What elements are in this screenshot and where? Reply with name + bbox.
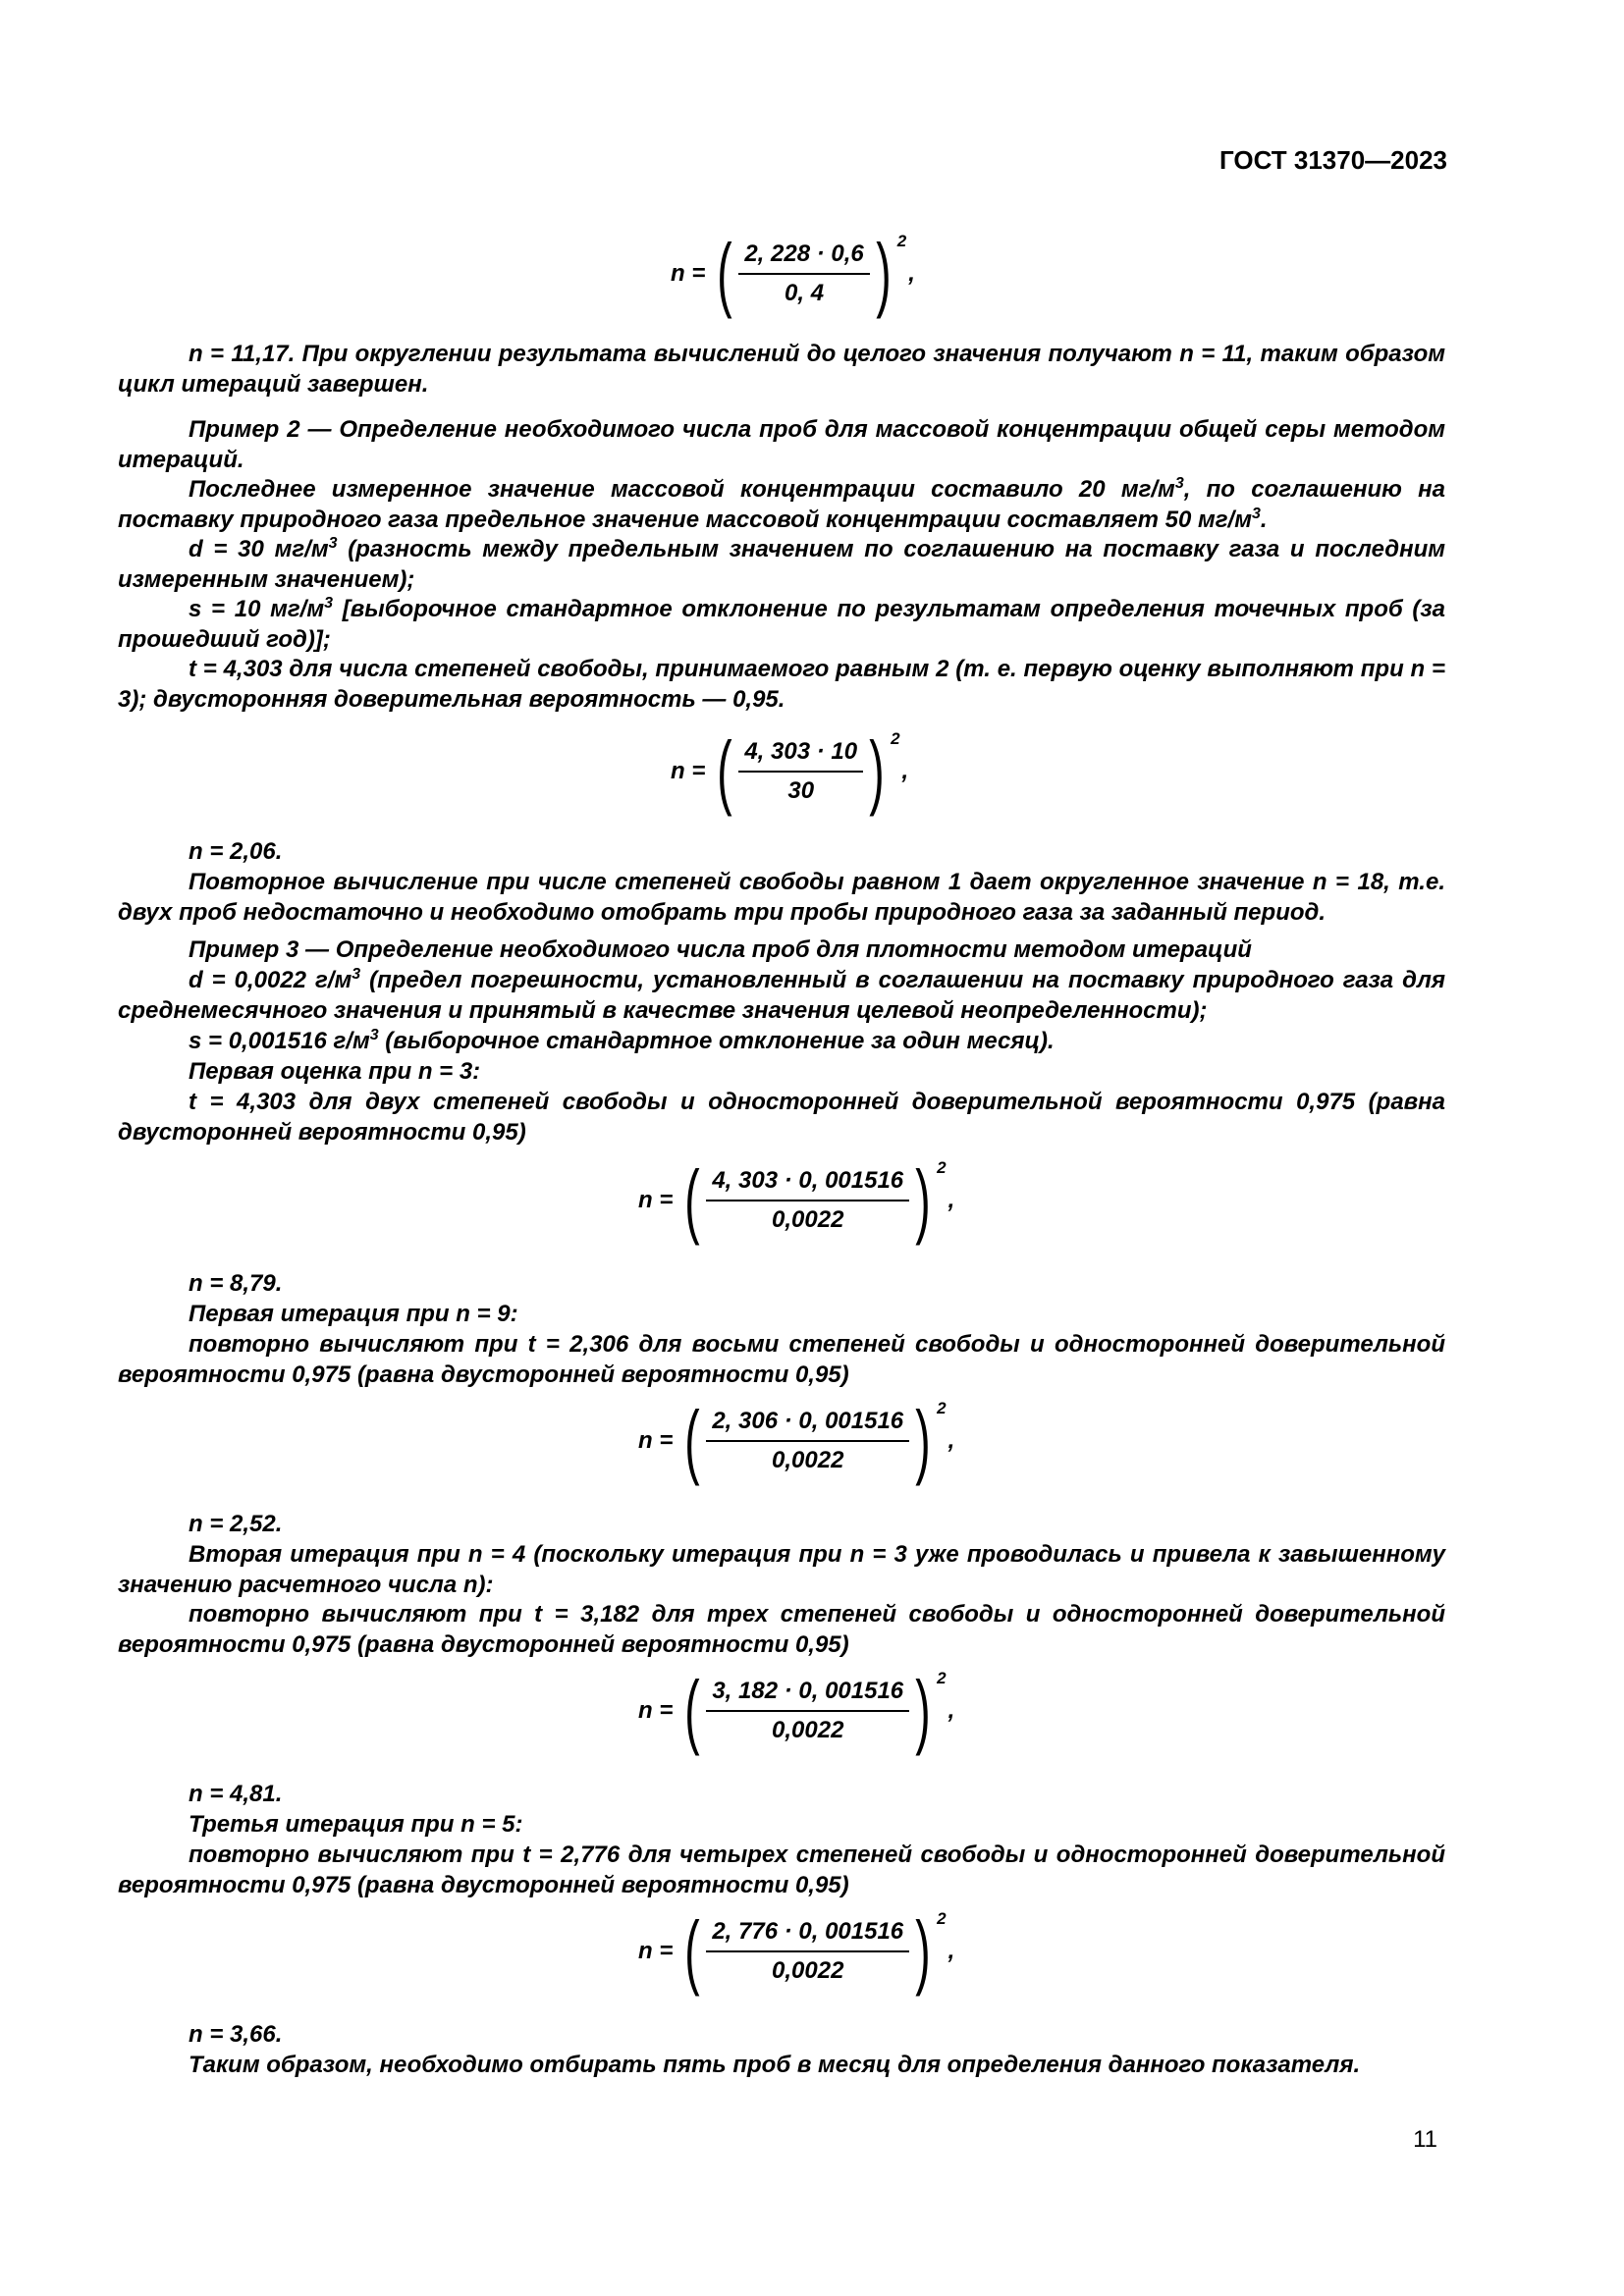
example-3-n1: n = 8,79. [189,1270,283,1297]
exponent: 2 [937,1158,947,1177]
denominator: 0,0022 [772,1205,844,1233]
exponent: 2 [891,729,900,748]
denominator: 0,0022 [772,1956,844,1984]
example-3-n3: n = 4,81. [189,1781,283,1807]
formula-tail: , [947,1937,955,1964]
numerator: 3, 182 · 0, 001516 [706,1676,909,1712]
paragraph-result-1: n = 11,17. При округлении результата вычислений до целого значения получают n = 11, таким образом цикл итераций завершен. [118,341,1445,398]
right-paren: ) [876,227,892,319]
formula-tail: , [901,757,909,784]
formula-lhs: n = [671,757,706,784]
left-paren: ( [717,724,733,817]
example-3-d: d = 0,0022 $г/м^3$ (предел погрешности, установленный в соглашении на поставку природного газа для среднемесячного значения и принятый в качестве значения целевой неопределенности); [118,966,1446,1024]
left-paren: ( [684,1394,701,1486]
formula-lhs: n = [638,1426,674,1454]
fraction [706,1406,909,1475]
example-2-s: s = 10 $мг/м^3$ [выборочное стандартное отклонение по результатам определения точечных проб (за прошедший год)]; [118,595,1445,653]
numerator: 2, 306 · 0, 001516 [706,1406,909,1442]
exponent: 2 [896,232,907,250]
exponent: 2 [937,1909,947,1928]
left-paren: ( [717,227,733,319]
formula-4 [638,1394,955,1486]
formula-3 [638,1153,955,1246]
example-3-iteration-3-calc: повторно вычисляют при t = 2,776 для четырех степеней свободы и односторонней доверительной вероятности 0,975 (равна двусторонней вероятности 0,95) [118,1842,1445,1898]
formula-lhs: n = [638,1186,674,1213]
formula-1 [671,227,915,319]
example-3-iteration-2-calc: повторно вычисляют при t = 3,182 для трех степеней свободы и односторонней доверительной вероятности 0,975 (равна двусторонней вероятности 0,95) [118,1601,1445,1658]
right-paren: ) [915,1904,931,1997]
example-3-title: Пример 3 — Определение необходимого числа проб для плотности методом итераций [189,936,1252,963]
fraction [738,736,863,806]
example-3-n2: n = 2,52. [189,1511,283,1537]
numerator: 2, 228 · 0,6 [738,239,869,275]
fraction [738,239,869,308]
denominator: 0,0022 [772,1446,844,1473]
page-header: ГОСТ 31370—2023 [1219,145,1447,175]
fraction [706,1676,909,1745]
right-paren: ) [915,1664,931,1756]
example-2-title: Пример 2 — Определение необходимого числа проб для массовой концентрации общей серы методом итераций. [118,416,1445,473]
numerator: 4, 303 · 0, 001516 [706,1165,909,1201]
example-2-last-value: Последнее измеренное значение массовой концентрации составило 20 $мг/м^3$, по соглашению на поставку природного газа предельное значение массовой концентрации составляет 50 $мг/м^3$. [118,475,1446,533]
numerator: 4, 303 · 10 [738,736,863,773]
exponent: 2 [937,1669,947,1687]
right-paren: ) [915,1394,931,1486]
page-number: 11 [1413,2126,1437,2153]
formula-tail: , [947,1426,955,1454]
formula-tail: , [947,1186,955,1213]
left-paren: ( [684,1664,701,1756]
formula-tail: , [947,1696,955,1724]
denominator: 0,0022 [772,1716,844,1743]
right-paren: ) [915,1153,931,1246]
denominator: 0, 4 [785,279,825,306]
example-3-first-estimate: Первая оценка при n = 3: [189,1058,481,1085]
example-2-n: n = 2,06. [189,838,283,865]
formula-tail: , [908,259,915,287]
exponent: 2 [937,1399,947,1417]
example-3-n4: n = 3,66. [189,2021,283,2048]
example-3-iteration-2: Вторая итерация при n = 4 (поскольку итерация при n = 3 уже проводилась и привела к завышенному значению расчетного числа n): [118,1541,1445,1598]
formula-lhs: n = [638,1937,674,1964]
example-3-iteration-1: Первая итерация при n = 9: [189,1301,518,1327]
formula-2 [671,724,909,817]
example-2-t: t = 4,303 для числа степеней свободы, принимаемого равным 2 (т. е. первую оценку выполняют при n = 3); двусторонняя доверительная вероятность — 0,95. [118,656,1445,713]
right-paren: ) [869,724,885,817]
fraction [706,1916,909,1986]
example-3-conclusion: Таким образом, необходимо отбирать пять проб в месяц для определения данного показателя. [189,2052,1361,2078]
left-paren: ( [684,1153,701,1246]
numerator: 2, 776 · 0, 001516 [706,1916,909,1952]
example-3-s: s = 0,001516 $г/м^3$ (выборочное стандартное отклонение за один месяц). [189,1027,1055,1054]
example-2-repeat: Повторное вычисление при числе степеней свободы равном 1 дает округленное значение n = 18, т.е. двух проб недостаточно и необходимо отобрать три пробы природного газа за заданный период. [118,869,1445,926]
example-3-t1: t = 4,303 для двух степеней свободы и односторонней доверительной вероятности 0,975 (равна двусторонней вероятности 0,95) [118,1089,1445,1146]
formula-5 [638,1664,955,1756]
example-3-iteration-3: Третья итерация при n = 5: [189,1811,523,1838]
fraction [706,1165,909,1235]
denominator: 30 [787,776,815,804]
left-paren: ( [684,1904,701,1997]
example-2-d: d = 30 $мг/м^3$ (разность между предельным значением по соглашению на поставку газа и последним измеренным значением); [118,535,1445,593]
example-3-iteration-1-calc: повторно вычисляют при t = 2,306 для восьми степеней свободы и односторонней доверительной вероятности 0,975 (равна двусторонней вероятности 0,95) [118,1331,1445,1388]
formula-lhs: n = [671,259,706,287]
formula-6 [638,1904,955,1997]
formula-lhs: n = [638,1696,674,1724]
